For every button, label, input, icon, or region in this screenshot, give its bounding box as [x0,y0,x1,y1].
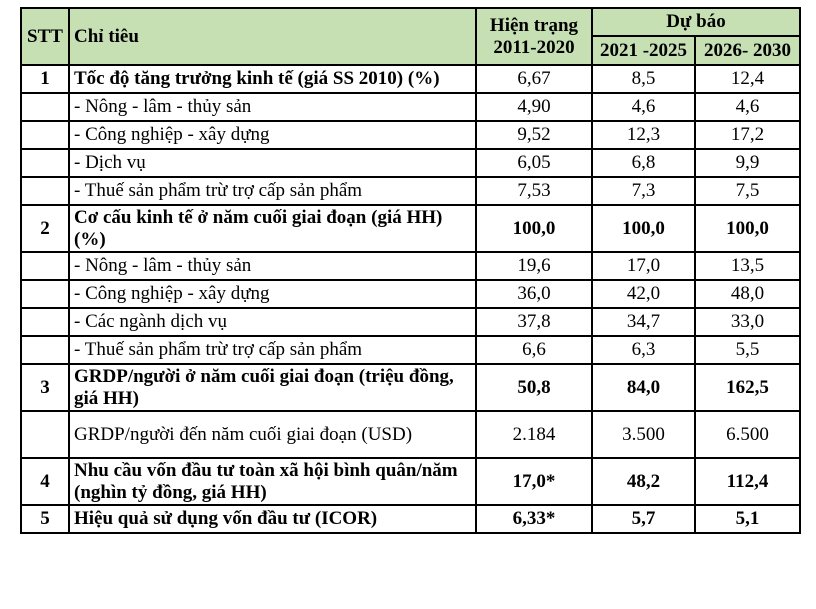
row-stt [21,149,69,177]
row-forecast-2026-2030: 13,5 [695,252,800,280]
row-forecast-2026-2030: 9,9 [695,149,800,177]
row-forecast-2021-2025: 6,8 [592,149,695,177]
header-forecast: Dự báo [592,8,800,36]
row-forecast-2021-2025: 42,0 [592,280,695,308]
table-row [21,336,800,364]
header-period-2021-2025: 2021 -2025 [592,36,695,65]
table-row [21,149,800,177]
row-current-value: 6,67 [476,65,592,93]
row-forecast-2026-2030: 5,1 [695,505,800,533]
row-indicator: - Thuế sản phẩm trừ trợ cấp sản phẩm [69,177,476,205]
row-stt [21,93,69,121]
row-indicator: - Các ngành dịch vụ [69,308,476,336]
row-stt: 1 [21,65,69,93]
row-stt [21,308,69,336]
table-row [21,205,800,252]
header-current-line2: 2011-2020 [493,36,575,58]
row-current-value: 9,52 [476,121,592,149]
row-stt: 2 [21,205,69,252]
row-current-value: 100,0 [476,205,592,252]
row-forecast-2021-2025: 6,3 [592,336,695,364]
row-stt [21,177,69,205]
row-forecast-2026-2030: 17,2 [695,121,800,149]
header-stt: STT [21,8,69,65]
row-forecast-2026-2030: 112,4 [695,458,800,505]
row-indicator: Cơ cấu kinh tế ở năm cuối giai đoạn (giá HH) (%) [69,205,476,252]
row-current-value: 7,53 [476,177,592,205]
forecast-table [20,7,801,534]
row-indicator: - Dịch vụ [69,149,476,177]
row-forecast-2021-2025: 8,5 [592,65,695,93]
table-row [21,458,800,505]
row-forecast-2021-2025: 84,0 [592,364,695,411]
header-current-line1: Hiện trạng [489,14,579,36]
table-row [21,505,800,533]
row-forecast-2021-2025: 12,3 [592,121,695,149]
row-current-value: 4,90 [476,93,592,121]
table-row [21,93,800,121]
row-indicator: GRDP/người đến năm cuối giai đoạn (USD) [69,411,476,458]
table-row [21,364,800,411]
row-stt: 5 [21,505,69,533]
row-stt [21,411,69,458]
row-forecast-2021-2025: 17,0 [592,252,695,280]
row-current-value: 6,6 [476,336,592,364]
table-header [21,8,800,65]
row-forecast-2026-2030: 162,5 [695,364,800,411]
row-current-value: 17,0* [476,458,592,505]
row-forecast-2026-2030: 7,5 [695,177,800,205]
row-indicator: - Thuế sản phẩm trừ trợ cấp sản phẩm [69,336,476,364]
row-forecast-2021-2025: 48,2 [592,458,695,505]
table-body [21,65,800,533]
row-forecast-2026-2030: 5,5 [695,336,800,364]
row-forecast-2021-2025: 34,7 [592,308,695,336]
table-row [21,65,800,93]
table-row [21,411,800,458]
row-current-value: 36,0 [476,280,592,308]
row-forecast-2026-2030: 6.500 [695,411,800,458]
header-current [476,8,592,65]
row-forecast-2026-2030: 48,0 [695,280,800,308]
row-forecast-2026-2030: 12,4 [695,65,800,93]
row-stt [21,121,69,149]
row-forecast-2021-2025: 7,3 [592,177,695,205]
row-indicator: GRDP/người ở năm cuối giai đoạn (triệu đồng, giá HH) [69,364,476,411]
row-indicator: Nhu cầu vốn đầu tư toàn xã hội bình quân/năm (nghìn tỷ đồng, giá HH) [69,458,476,505]
row-forecast-2026-2030: 33,0 [695,308,800,336]
row-indicator: - Công nghiệp - xây dựng [69,121,476,149]
row-current-value: 19,6 [476,252,592,280]
row-stt [21,252,69,280]
row-current-value: 50,8 [476,364,592,411]
row-current-value: 37,8 [476,308,592,336]
row-current-value: 6,33* [476,505,592,533]
header-period-2026-2030: 2026- 2030 [695,36,800,65]
row-stt: 3 [21,364,69,411]
row-stt [21,336,69,364]
row-forecast-2021-2025: 3.500 [592,411,695,458]
header-indicator: Chỉ tiêu [69,8,476,65]
row-current-value: 6,05 [476,149,592,177]
row-forecast-2026-2030: 4,6 [695,93,800,121]
row-indicator: Tốc độ tăng trưởng kinh tế (giá SS 2010) (%) [69,65,476,93]
row-indicator: - Công nghiệp - xây dựng [69,280,476,308]
table-row [21,177,800,205]
row-indicator: Hiệu quả sử dụng vốn đầu tư (ICOR) [69,505,476,533]
row-stt [21,280,69,308]
row-forecast-2021-2025: 4,6 [592,93,695,121]
row-current-value: 2.184 [476,411,592,458]
row-indicator: - Nông - lâm - thủy sản [69,252,476,280]
table-row [21,252,800,280]
row-forecast-2021-2025: 100,0 [592,205,695,252]
row-forecast-2021-2025: 5,7 [592,505,695,533]
table-row [21,308,800,336]
row-stt: 4 [21,458,69,505]
table-row [21,121,800,149]
row-forecast-2026-2030: 100,0 [695,205,800,252]
row-indicator: - Nông - lâm - thủy sản [69,93,476,121]
table-row [21,280,800,308]
